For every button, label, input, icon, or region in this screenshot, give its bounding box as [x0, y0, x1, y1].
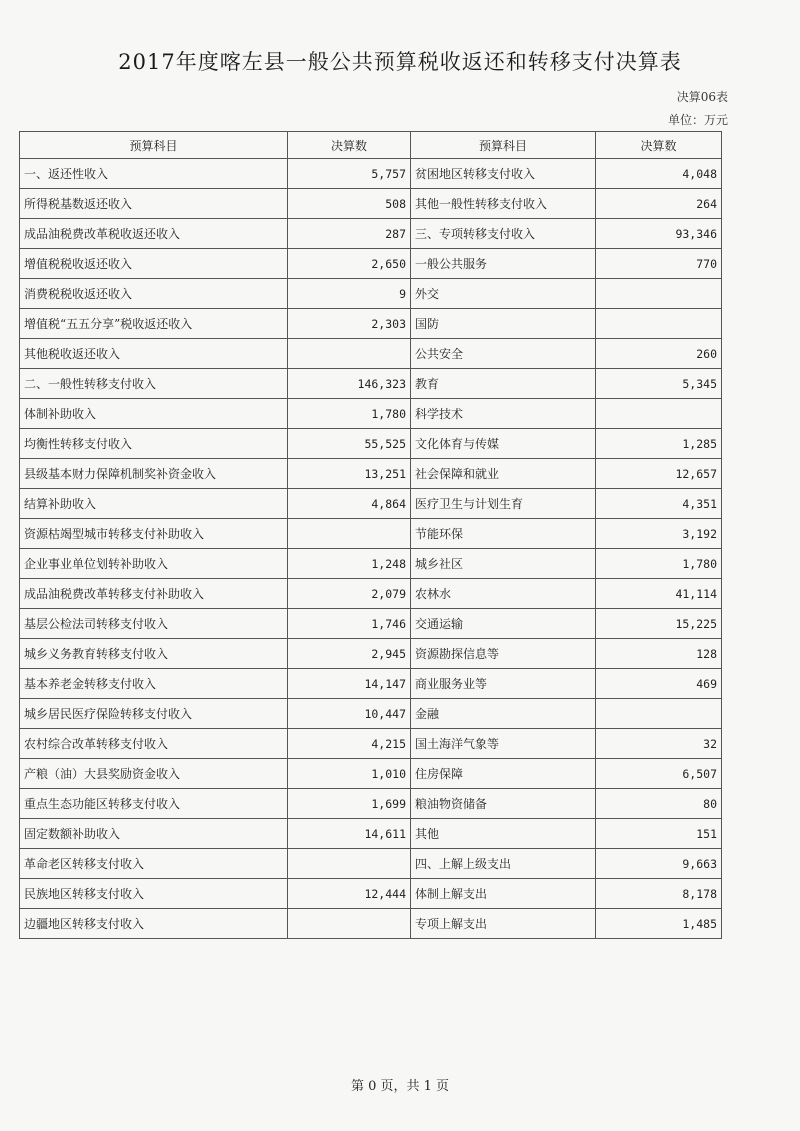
left-item-name: 企业事业单位划转补助收入	[20, 549, 288, 579]
table-row	[20, 249, 722, 279]
right-item-amount: 41,114	[596, 579, 722, 609]
left-item-amount: 287	[288, 219, 411, 249]
table-row	[20, 909, 722, 939]
right-item-amount	[596, 279, 722, 309]
right-item-amount: 4,351	[596, 489, 722, 519]
left-item-amount: 55,525	[288, 429, 411, 459]
unit-label: 单位：万元	[667, 113, 728, 127]
right-item-name: 国防	[411, 309, 596, 339]
right-item-amount: 1,485	[596, 909, 722, 939]
table-row	[20, 189, 722, 219]
left-item-amount: 1,248	[288, 549, 411, 579]
right-item-amount: 264	[596, 189, 722, 219]
right-item-amount: 5,345	[596, 369, 722, 399]
table-row	[20, 729, 722, 759]
right-item-name: 科学技术	[411, 399, 596, 429]
left-item-amount: 4,864	[288, 489, 411, 519]
table-row	[20, 879, 722, 909]
left-item-amount	[288, 519, 411, 549]
table-row	[20, 759, 722, 789]
left-item-name: 城乡义务教育转移支付收入	[20, 639, 288, 669]
left-item-name: 固定数额补助收入	[20, 819, 288, 849]
header-left-amount: 决算数	[288, 132, 411, 159]
left-item-amount: 12,444	[288, 879, 411, 909]
right-item-name: 一般公共服务	[411, 249, 596, 279]
table-row	[20, 549, 722, 579]
table-row	[20, 699, 722, 729]
right-item-name: 城乡社区	[411, 549, 596, 579]
left-item-amount	[288, 339, 411, 369]
right-item-name: 医疗卫生与计划生育	[411, 489, 596, 519]
left-item-name: 其他税收返还收入	[20, 339, 288, 369]
left-item-name: 二、一般性转移支付收入	[20, 369, 288, 399]
left-item-name: 成品油税费改革税收返还收入	[20, 219, 288, 249]
table-row	[20, 369, 722, 399]
left-item-amount: 4,215	[288, 729, 411, 759]
header-row	[20, 132, 722, 159]
table-row	[20, 159, 722, 189]
right-item-amount: 151	[596, 819, 722, 849]
left-item-name: 增值税“五五分享”税收返还收入	[20, 309, 288, 339]
left-item-amount: 9	[288, 279, 411, 309]
left-item-name: 县级基本财力保障机制奖补资金收入	[20, 459, 288, 489]
table-row	[20, 609, 722, 639]
right-item-amount: 469	[596, 669, 722, 699]
header-right-amount: 决算数	[596, 132, 722, 159]
budget-table	[19, 131, 722, 939]
left-item-name: 消费税税收返还收入	[20, 279, 288, 309]
left-item-amount: 2,650	[288, 249, 411, 279]
right-item-amount: 770	[596, 249, 722, 279]
left-item-name: 农村综合改革转移支付收入	[20, 729, 288, 759]
left-item-name: 民族地区转移支付收入	[20, 879, 288, 909]
left-item-name: 所得税基数返还收入	[20, 189, 288, 219]
right-item-name: 体制上解支出	[411, 879, 596, 909]
table-row	[20, 669, 722, 699]
left-item-name: 产粮（油）大县奖励资金收入	[20, 759, 288, 789]
table-row	[20, 639, 722, 669]
left-item-amount: 1,746	[288, 609, 411, 639]
right-item-name: 商业服务业等	[411, 669, 596, 699]
header-left-item: 预算科目	[20, 132, 288, 159]
right-item-amount: 1,780	[596, 549, 722, 579]
right-item-name: 文化体育与传媒	[411, 429, 596, 459]
left-item-amount: 2,303	[288, 309, 411, 339]
left-item-amount: 1,010	[288, 759, 411, 789]
right-item-name: 节能环保	[411, 519, 596, 549]
left-item-amount: 14,147	[288, 669, 411, 699]
left-item-amount	[288, 849, 411, 879]
right-item-name: 交通运输	[411, 609, 596, 639]
right-item-amount: 93,346	[596, 219, 722, 249]
left-item-name: 一、返还性收入	[20, 159, 288, 189]
right-item-amount: 260	[596, 339, 722, 369]
left-item-name: 资源枯竭型城市转移支付补助收入	[20, 519, 288, 549]
table-header	[20, 132, 722, 159]
table-row	[20, 489, 722, 519]
page-footer: 第 0 页，共 1 页	[350, 1079, 450, 1094]
left-item-amount	[288, 909, 411, 939]
right-item-amount: 32	[596, 729, 722, 759]
right-item-amount: 9,663	[596, 849, 722, 879]
right-item-amount: 15,225	[596, 609, 722, 639]
right-item-name: 四、上解上级支出	[411, 849, 596, 879]
left-item-name: 增值税税收返还收入	[20, 249, 288, 279]
right-item-amount: 1,285	[596, 429, 722, 459]
right-item-name: 粮油物资储备	[411, 789, 596, 819]
left-item-amount: 1,780	[288, 399, 411, 429]
left-item-amount: 10,447	[288, 699, 411, 729]
right-item-amount	[596, 399, 722, 429]
right-item-amount: 128	[596, 639, 722, 669]
left-item-amount: 5,757	[288, 159, 411, 189]
right-item-name: 贫困地区转移支付收入	[411, 159, 596, 189]
right-item-name: 专项上解支出	[411, 909, 596, 939]
left-item-amount: 14,611	[288, 819, 411, 849]
right-item-name: 资源勘探信息等	[411, 639, 596, 669]
right-item-amount: 8,178	[596, 879, 722, 909]
right-item-name: 金融	[411, 699, 596, 729]
left-item-name: 基层公检法司转移支付收入	[20, 609, 288, 639]
left-item-amount: 1,699	[288, 789, 411, 819]
header-right-item: 预算科目	[411, 132, 596, 159]
table-row	[20, 819, 722, 849]
left-item-amount: 146,323	[288, 369, 411, 399]
table-row	[20, 309, 722, 339]
table-row	[20, 399, 722, 429]
right-item-name: 国土海洋气象等	[411, 729, 596, 759]
left-item-name: 重点生态功能区转移支付收入	[20, 789, 288, 819]
table-row	[20, 849, 722, 879]
right-item-name: 公共安全	[411, 339, 596, 369]
table-row	[20, 459, 722, 489]
right-item-amount: 6,507	[596, 759, 722, 789]
left-item-name: 成品油税费改革转移支付补助收入	[20, 579, 288, 609]
right-item-amount: 80	[596, 789, 722, 819]
left-item-name: 体制补助收入	[20, 399, 288, 429]
right-item-name: 其他一般性转移支付收入	[411, 189, 596, 219]
right-item-amount: 4,048	[596, 159, 722, 189]
left-item-name: 结算补助收入	[20, 489, 288, 519]
right-item-name: 农林水	[411, 579, 596, 609]
right-item-name: 三、专项转移支付收入	[411, 219, 596, 249]
table-row	[20, 339, 722, 369]
left-item-amount: 13,251	[288, 459, 411, 489]
table-row	[20, 429, 722, 459]
right-item-name: 社会保障和就业	[411, 459, 596, 489]
table-row	[20, 519, 722, 549]
table-body	[20, 159, 722, 939]
right-item-name: 教育	[411, 369, 596, 399]
left-item-name: 基本养老金转移支付收入	[20, 669, 288, 699]
left-item-name: 边疆地区转移支付收入	[20, 909, 288, 939]
right-item-name: 其他	[411, 819, 596, 849]
table-row	[20, 579, 722, 609]
left-item-name: 均衡性转移支付收入	[20, 429, 288, 459]
right-item-amount	[596, 309, 722, 339]
left-item-name: 城乡居民医疗保险转移支付收入	[20, 699, 288, 729]
left-item-amount: 508	[288, 189, 411, 219]
right-item-amount: 3,192	[596, 519, 722, 549]
left-item-name: 革命老区转移支付收入	[20, 849, 288, 879]
left-item-amount: 2,079	[288, 579, 411, 609]
table-row	[20, 219, 722, 249]
right-item-amount: 12,657	[596, 459, 722, 489]
right-item-amount	[596, 699, 722, 729]
table-code: 决算06表	[676, 90, 728, 104]
right-item-name: 外交	[411, 279, 596, 309]
table-row	[20, 279, 722, 309]
table-row	[20, 789, 722, 819]
page-title: 2017年度喀左县一般公共预算税收返还和转移支付决算表	[118, 50, 682, 74]
left-item-amount: 2,945	[288, 639, 411, 669]
right-item-name: 住房保障	[411, 759, 596, 789]
